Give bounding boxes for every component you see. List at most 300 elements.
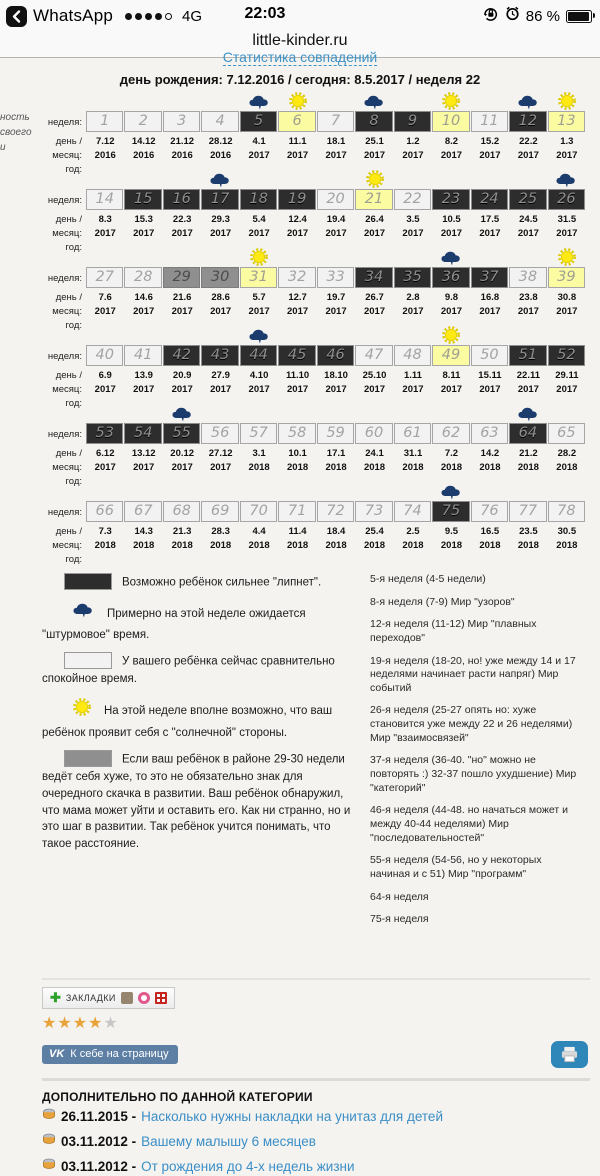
related-link[interactable]: Вашему малышу 6 месяцев <box>141 1134 316 1150</box>
week-note: 75-я неделя <box>370 913 429 926</box>
week-date: 6.12 <box>95 448 115 459</box>
link-date: 03.11.2012 - <box>61 1159 137 1175</box>
week-date: 21.12 <box>170 136 195 147</box>
week-year: 2017 <box>248 150 270 161</box>
week-cell-3: 3 <box>163 111 200 132</box>
row-label-week: неделя: <box>47 429 82 440</box>
week-date: 22.2 <box>519 136 538 147</box>
legend-item <box>42 601 360 643</box>
legend-text: Примерно на этой неделе ожидается "штурмовое" время. <box>42 607 306 641</box>
row-label-month: месяц: <box>52 306 82 317</box>
week-column-39 <box>548 249 586 327</box>
week-year: 2017 <box>171 306 193 317</box>
legend-item <box>42 750 360 852</box>
week-date: 1.11 <box>404 370 422 381</box>
week-date: 3.1 <box>252 448 266 459</box>
related-link-row <box>42 1133 600 1151</box>
vk-share-label: К себе на страницу <box>70 1047 169 1060</box>
week-cell-65: 65 <box>548 423 585 444</box>
week-cell-74: 74 <box>394 501 431 522</box>
week-cell-58: 58 <box>278 423 315 444</box>
week-cell-2: 2 <box>124 111 161 132</box>
week-date: 19.7 <box>326 292 346 303</box>
star-1[interactable]: ★ <box>42 1014 58 1032</box>
week-cell-28: 28 <box>124 267 161 288</box>
week-cell-52: 52 <box>548 345 585 366</box>
week-column-16 <box>163 171 201 249</box>
calendar-row <box>0 171 600 253</box>
week-year: 2018 <box>440 540 463 551</box>
week-column-8 <box>355 93 393 171</box>
week-year: 2017 <box>402 228 424 239</box>
week-column-47 <box>355 327 393 405</box>
legend-text: Если ваш ребёнок в районе 29-30 недели ведёт себя хуже, то это не обязательно знак для очередного скачка в развитии. Ваш ребёнок обнаружил, что мама может уйти и оставить его. Как ни странно, но и это шаг в развитии. Так ребёнок учится понимать, что такое расстояние. <box>42 753 351 851</box>
related-link[interactable]: Насколько нужны накладки на унитаз для детей <box>141 1109 443 1125</box>
week-date: 19.4 <box>326 214 346 225</box>
week-cell-73: 73 <box>355 501 392 522</box>
week-column-4 <box>201 93 239 171</box>
week-column-43 <box>201 327 239 405</box>
related-link[interactable]: От рождения до 4-х недель жизни <box>141 1159 355 1175</box>
week-date: 2.8 <box>406 292 420 303</box>
week-date: 21.6 <box>172 292 192 303</box>
print-button[interactable] <box>551 1041 588 1068</box>
week-cell-70: 70 <box>240 501 277 522</box>
week-column-46 <box>317 327 355 405</box>
week-year: 2017 <box>94 228 116 239</box>
week-cell-35: 35 <box>394 267 431 288</box>
week-cell-26: 26 <box>548 189 585 210</box>
week-note: 46-я неделя (44-48. но начаться может и между 40-44 неделями) Мир "последовательностей" <box>370 804 568 844</box>
week-cell-67: 67 <box>124 501 161 522</box>
row-label-day: день / <box>55 448 82 459</box>
back-to-whatsapp-icon[interactable] <box>6 6 27 27</box>
week-column-38 <box>509 249 547 327</box>
week-year: 2017 <box>325 228 347 239</box>
related-link-row <box>42 1108 600 1126</box>
week-cell-10: 10 <box>432 111 469 132</box>
week-column-74 <box>394 483 432 561</box>
status-bar <box>0 0 600 30</box>
week-column-1 <box>86 93 124 171</box>
related-links <box>0 1108 600 1176</box>
bookmarks-widget[interactable] <box>42 987 175 1009</box>
week-year: 2018 <box>287 462 309 473</box>
week-date: 1.3 <box>560 136 574 147</box>
sun-icon <box>72 697 92 717</box>
week-cell-36: 36 <box>432 267 469 288</box>
week-cell-18: 18 <box>240 189 277 210</box>
weeks-calendar <box>0 93 600 565</box>
week-year: 2018 <box>440 462 463 473</box>
week-cell-15: 15 <box>124 189 161 210</box>
week-cell-64: 64 <box>509 423 546 444</box>
week-date: 28.6 <box>211 292 230 303</box>
week-year: 2017 <box>133 228 155 239</box>
week-year: 2017 <box>248 384 270 395</box>
storm-cloud-icon <box>517 405 540 423</box>
week-column-54 <box>124 405 162 483</box>
row-label-year: год: <box>65 242 82 253</box>
week-column-14 <box>86 171 124 249</box>
storm-cloud-icon <box>440 483 463 501</box>
week-column-66 <box>86 483 124 561</box>
week-year: 2017 <box>556 228 578 239</box>
sun-icon <box>249 247 269 267</box>
week-date: 18.10 <box>324 370 348 381</box>
related-link-row <box>42 1158 600 1176</box>
week-date: 7.3 <box>98 526 112 537</box>
week-date: 15.3 <box>134 214 153 225</box>
week-cell-66: 66 <box>86 501 123 522</box>
week-date: 4.4 <box>252 526 266 537</box>
week-column-60 <box>355 405 393 483</box>
week-year: 2017 <box>210 384 232 395</box>
week-column-63 <box>471 405 509 483</box>
week-cell-20: 20 <box>317 189 354 210</box>
rotation-lock-icon <box>482 6 499 27</box>
week-date: 11.1 <box>288 136 307 147</box>
week-year: 2017 <box>556 306 578 317</box>
week-year: 2017 <box>517 306 539 317</box>
week-column-52 <box>548 327 586 405</box>
week-note: 37-я неделя (36-40. "но" можно не повторять :) 32-37 пошло ухудшение) Мир "категорий" <box>370 754 577 794</box>
week-year: 2017 <box>287 384 309 395</box>
week-column-69 <box>201 483 239 561</box>
row-label-year: год: <box>65 320 82 331</box>
week-cell-43: 43 <box>201 345 238 366</box>
row-label-week: неделя: <box>47 117 82 128</box>
signal-strength-icon <box>125 13 172 20</box>
week-column-35 <box>394 249 432 327</box>
row-label-year: год: <box>65 554 82 565</box>
week-cell-40: 40 <box>86 345 123 366</box>
week-cell-76: 76 <box>471 501 508 522</box>
week-date: 28.2 <box>557 448 577 459</box>
dark-cell-swatch <box>64 573 112 590</box>
week-date: 9.5 <box>444 526 459 537</box>
week-cell-41: 41 <box>124 345 161 366</box>
bookmark-service-icon-2[interactable] <box>138 992 150 1004</box>
week-year: 2018 <box>94 540 116 551</box>
week-year: 2017 <box>363 150 386 161</box>
week-year: 2017 <box>325 150 347 161</box>
week-year: 2017 <box>402 150 424 161</box>
week-cell-51: 51 <box>509 345 546 366</box>
week-column-61 <box>394 405 432 483</box>
week-cell-34: 34 <box>355 267 392 288</box>
week-cell-78: 78 <box>548 501 585 522</box>
week-column-78 <box>548 483 586 561</box>
week-note: 64-я неделя <box>370 890 429 903</box>
week-cell-77: 77 <box>509 501 546 522</box>
week-column-24 <box>471 171 509 249</box>
week-date: 7.6 <box>98 292 112 303</box>
week-column-17 <box>201 171 239 249</box>
week-year: 2017 <box>440 228 463 239</box>
week-cell-44: 44 <box>240 345 277 366</box>
sun-icon <box>557 91 577 111</box>
week-year: 2018 <box>325 540 347 551</box>
divider <box>42 1078 590 1081</box>
legend-item <box>42 697 360 741</box>
week-cell-22: 22 <box>394 189 431 210</box>
week-cell-17: 17 <box>201 189 238 210</box>
week-year: 2018 <box>402 540 424 551</box>
statistics-link[interactable]: Статистика совпадений <box>222 49 378 65</box>
week-year: 2018 <box>479 540 501 551</box>
week-note: 8-я неделя (7-9) Мир "узоров" <box>370 595 515 608</box>
week-date: 13.12 <box>131 448 156 459</box>
week-year: 2017 <box>440 384 463 395</box>
row-label-week: неделя: <box>47 195 82 206</box>
battery-icon <box>566 10 592 23</box>
week-column-33 <box>317 249 355 327</box>
week-column-6 <box>278 93 316 171</box>
row-label-year: год: <box>65 476 82 487</box>
row-label-day: день / <box>55 292 82 303</box>
week-year: 2017 <box>402 306 424 317</box>
week-year: 2018 <box>556 540 578 551</box>
week-column-21 <box>355 171 393 249</box>
week-date: 25.4 <box>365 526 384 537</box>
week-column-56 <box>201 405 239 483</box>
week-date: 24.5 <box>519 214 538 225</box>
week-date: 17.5 <box>480 214 500 225</box>
week-cell-21: 21 <box>355 189 392 210</box>
week-date: 30.5 <box>557 526 577 537</box>
gray-cell-swatch <box>64 750 112 767</box>
printer-icon <box>560 1046 579 1063</box>
week-year: 2017 <box>440 150 463 161</box>
week-column-30 <box>201 249 239 327</box>
week-column-42 <box>163 327 201 405</box>
week-year: 2017 <box>479 384 501 395</box>
vk-share-button[interactable] <box>42 1045 178 1064</box>
week-cell-49: 49 <box>432 345 469 366</box>
week-date: 29.11 <box>555 370 579 381</box>
week-date: 31.1 <box>403 448 423 459</box>
legend-item <box>42 573 360 592</box>
row-label-day: день / <box>55 526 82 537</box>
week-year: 2018 <box>402 462 424 473</box>
legend-item <box>42 652 360 688</box>
week-column-34 <box>355 249 393 327</box>
legend-text: У вашего ребёнка сейчас сравнительно спокойное время. <box>42 655 335 686</box>
week-date: 18.4 <box>326 526 346 537</box>
week-column-40 <box>86 327 124 405</box>
week-column-28 <box>124 249 162 327</box>
row-label-week: неделя: <box>47 273 82 284</box>
week-date: 27.9 <box>211 370 230 381</box>
week-cell-47: 47 <box>355 345 392 366</box>
week-cell-33: 33 <box>317 267 354 288</box>
week-year: 2017 <box>479 228 501 239</box>
week-cell-8: 8 <box>355 111 392 132</box>
week-date: 5.4 <box>252 214 266 225</box>
week-column-27 <box>86 249 124 327</box>
week-column-41 <box>124 327 162 405</box>
week-cell-55: 55 <box>163 423 200 444</box>
week-year: 2018 <box>210 540 232 551</box>
week-year: 2017 <box>517 384 539 395</box>
week-cell-23: 23 <box>432 189 469 210</box>
week-cell-11: 11 <box>471 111 508 132</box>
sun-icon <box>288 91 308 111</box>
legend-and-notes <box>0 573 600 936</box>
week-year: 2018 <box>517 540 539 551</box>
week-cell-50: 50 <box>471 345 508 366</box>
vk-icon: VK <box>49 1047 65 1060</box>
storm-cloud-icon <box>209 171 232 189</box>
week-column-26 <box>548 171 586 249</box>
clipped-top-link-wrap <box>0 49 600 67</box>
row-label-day: день / <box>55 214 82 225</box>
week-date: 23.5 <box>519 526 538 537</box>
week-column-68 <box>163 483 201 561</box>
week-year: 2017 <box>133 384 155 395</box>
week-notes <box>370 573 582 936</box>
star-4[interactable]: ★ <box>88 1014 104 1032</box>
week-year: 2017 <box>325 306 347 317</box>
week-date: 4.1 <box>252 136 266 147</box>
week-cell-60: 60 <box>355 423 392 444</box>
week-date: 4.10 <box>249 370 269 381</box>
star-3[interactable]: ★ <box>72 1014 89 1032</box>
week-year: 2018 <box>133 540 155 551</box>
week-date: 28.3 <box>211 526 230 537</box>
row-label-year: год: <box>65 398 82 409</box>
week-column-72 <box>317 483 355 561</box>
calendar-row <box>0 249 600 331</box>
week-year: 2017 <box>133 462 155 473</box>
week-cell-48: 48 <box>394 345 431 366</box>
week-date: 16.8 <box>480 292 500 303</box>
week-year: 2017 <box>94 462 116 473</box>
week-note: 5-я неделя (4-5 недели) <box>370 573 486 585</box>
week-date: 25.1 <box>365 136 384 147</box>
week-cell-61: 61 <box>394 423 431 444</box>
clipped-side-text: ность своего и <box>0 112 32 153</box>
row-label-month: месяц: <box>52 384 82 395</box>
legend <box>42 573 360 936</box>
legend-text: На этой неделе вполне возможно, что ваш ребёнок проявит себя с "солнечной" стороны. <box>42 704 333 739</box>
week-date: 8.2 <box>444 136 459 147</box>
week-cell-56: 56 <box>201 423 238 444</box>
storm-cloud-icon <box>555 171 578 189</box>
week-column-22 <box>394 171 432 249</box>
category-heading: ДОПОЛНИТЕЛЬНО ПО ДАННОЙ КАТЕГОРИИ <box>42 1089 313 1104</box>
week-year: 2016 <box>133 150 155 161</box>
week-cell-38: 38 <box>509 267 546 288</box>
week-cell-31: 31 <box>240 267 277 288</box>
calendar-row <box>0 405 600 487</box>
rating-stars[interactable] <box>42 1013 600 1033</box>
week-year: 2017 <box>517 150 539 161</box>
week-column-76 <box>471 483 509 561</box>
week-date: 27.12 <box>208 448 233 459</box>
week-year: 2017 <box>363 228 386 239</box>
week-column-9 <box>394 93 432 171</box>
week-column-23 <box>432 171 470 249</box>
week-cell-63: 63 <box>471 423 508 444</box>
week-column-15 <box>124 171 162 249</box>
week-year: 2016 <box>94 150 116 161</box>
week-cell-5: 5 <box>240 111 277 132</box>
week-year: 2017 <box>94 306 116 317</box>
clock-label: 22:03 <box>244 5 286 22</box>
sun-icon <box>557 247 577 267</box>
legend-text: Возможно ребёнок сильнее "липнет". <box>122 576 322 589</box>
week-column-29 <box>163 249 201 327</box>
calm-cell-swatch <box>64 652 112 669</box>
week-year: 2016 <box>171 150 193 161</box>
week-year: 2017 <box>210 306 232 317</box>
week-cell-14: 14 <box>86 189 123 210</box>
week-year: 2018 <box>287 540 309 551</box>
week-year: 2017 <box>133 306 155 317</box>
week-column-11 <box>471 93 509 171</box>
week-column-37 <box>471 249 509 327</box>
week-column-77 <box>509 483 547 561</box>
week-date: 20.9 <box>172 370 192 381</box>
storm-cloud-icon <box>248 93 271 111</box>
week-date: 20.12 <box>170 448 195 459</box>
week-date: 26.7 <box>365 292 384 303</box>
week-year: 2017 <box>363 384 386 395</box>
row-label-month: месяц: <box>52 462 82 473</box>
week-year: 2017 <box>210 462 232 473</box>
week-column-75 <box>432 483 470 561</box>
week-column-5 <box>240 93 278 171</box>
sun-icon <box>441 91 461 111</box>
week-date: 26.4 <box>365 214 384 225</box>
week-date: 13.9 <box>134 370 153 381</box>
week-year: 2018 <box>363 540 386 551</box>
week-cell-75: 75 <box>432 501 469 522</box>
share-row <box>42 1041 588 1068</box>
storm-cloud-icon <box>248 327 271 345</box>
week-date: 24.1 <box>365 448 384 459</box>
week-cell-24: 24 <box>471 189 508 210</box>
back-app-label[interactable]: WhatsApp <box>33 6 114 25</box>
week-year: 2017 <box>402 384 424 395</box>
week-column-25 <box>509 171 547 249</box>
bookmark-service-icon-3[interactable] <box>155 992 167 1004</box>
week-column-65 <box>548 405 586 483</box>
star-2[interactable]: ★ <box>57 1014 73 1032</box>
week-column-71 <box>278 483 316 561</box>
week-column-12 <box>509 93 547 171</box>
week-cell-16: 16 <box>163 189 200 210</box>
week-year: 2017 <box>440 306 463 317</box>
week-column-2 <box>124 93 162 171</box>
week-cell-69: 69 <box>201 501 238 522</box>
week-date: 18.1 <box>326 136 346 147</box>
week-date: 16.5 <box>480 526 500 537</box>
add-bookmark-icon[interactable]: ✚ <box>50 989 61 1005</box>
sun-icon <box>441 325 461 345</box>
week-column-58 <box>278 405 316 483</box>
row-label-month: месяц: <box>52 540 82 551</box>
bookmark-service-icon-1[interactable] <box>121 992 133 1004</box>
row-label-month: месяц: <box>52 228 82 239</box>
url-text: little-kinder.ru <box>252 32 348 49</box>
week-cell-25: 25 <box>509 189 546 210</box>
week-year: 2017 <box>479 306 501 317</box>
star-5[interactable]: ★ <box>103 1014 119 1032</box>
week-year: 2017 <box>363 306 386 317</box>
